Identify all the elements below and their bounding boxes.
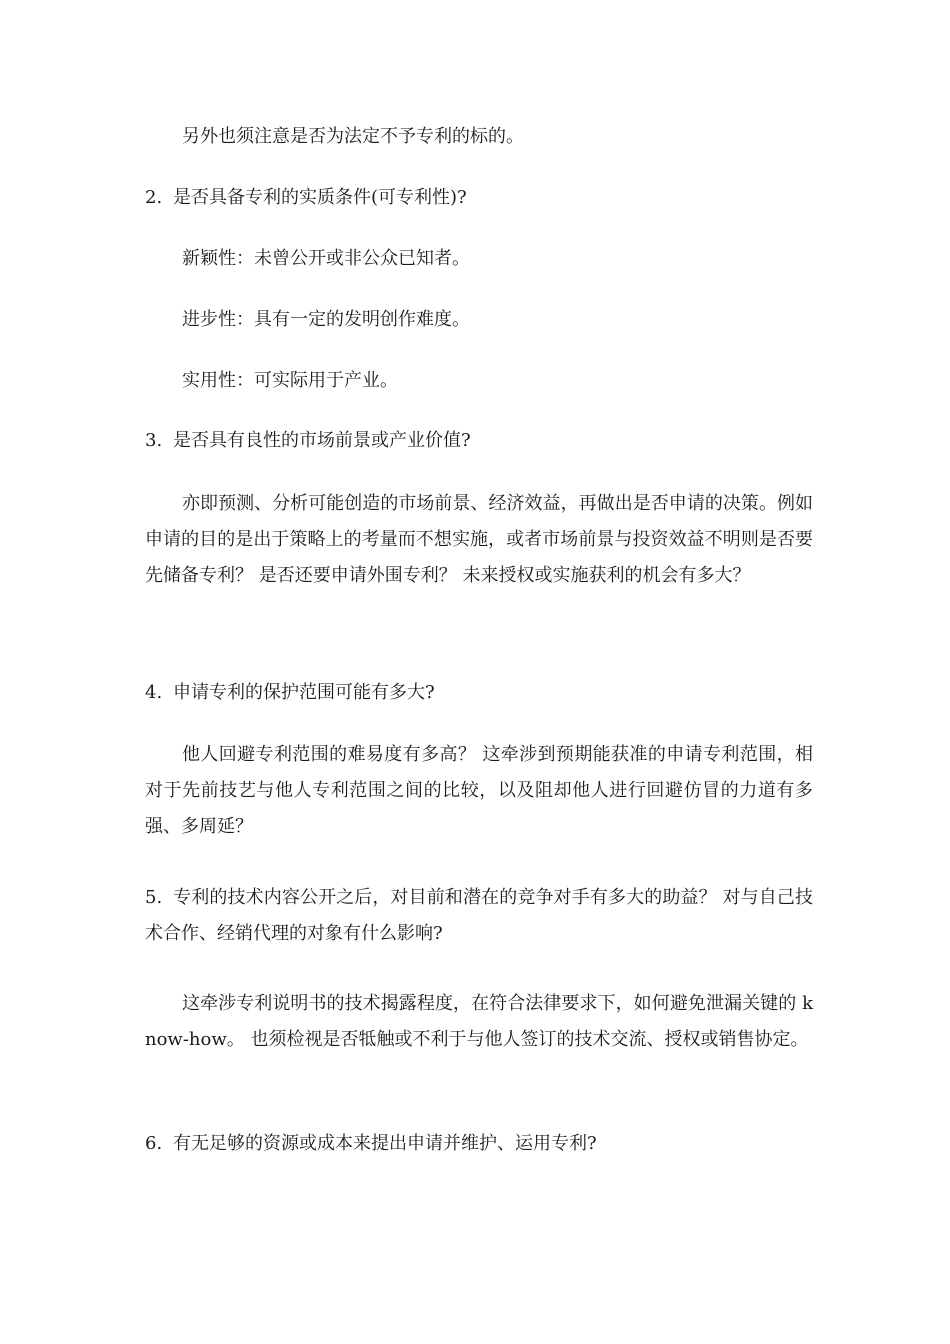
- question-text: 是否具有良性的市场前景或产业价值?: [173, 430, 471, 451]
- question-5-heading: [145, 880, 813, 952]
- question-2-heading: [145, 183, 813, 212]
- paragraph-disclosure: [145, 986, 813, 1058]
- paragraph-text: 亦即预测、分析可能创造的市场前景、经济效益，再做出是否申请的决策。例如申请的目的是出于策略上的考量而不想实施，或者市场前景与投资效益不明则是否要先储备专利？ 是否还要申请外围专利？ 未来授权或实施获利的机会有多大？: [145, 493, 813, 586]
- question-text: 专利的技术内容公开之后，对目前和潜在的竞争对手有多大的助益？ 对与自己技术合作、经销代理的对象有什么影响?: [145, 887, 813, 944]
- paragraph-utility: [145, 366, 813, 395]
- question-4-heading: [145, 678, 813, 707]
- paragraph-text: 进步性：具有一定的发明创作难度。: [182, 309, 470, 330]
- question-3-heading: [145, 426, 813, 455]
- question-text: 是否具备专利的实质条件(可专利性)?: [173, 187, 467, 208]
- paragraph-inventiveness: [145, 305, 813, 334]
- question-text: 申请专利的保护范围可能有多大?: [173, 682, 435, 703]
- paragraph-note-statutory: [145, 122, 813, 151]
- paragraph-market-prospect: [145, 486, 813, 594]
- paragraph-protection-scope: [145, 737, 813, 845]
- paragraph-novelty: [145, 244, 813, 273]
- paragraph-text: 这牵涉专利说明书的技术揭露程度，在符合法律要求下，如何避免泄漏关键的 know-how。 也须检视是否牴触或不利于与他人签订的技术交流、授权或销售协定。: [145, 993, 813, 1050]
- question-6-heading: [145, 1129, 813, 1158]
- question-text: 有无足够的资源或成本来提出申请并维护、运用专利?: [173, 1133, 597, 1154]
- question-number: 4.: [145, 682, 163, 703]
- question-number: 3.: [145, 430, 163, 451]
- question-number: 2.: [145, 187, 163, 208]
- paragraph-text: 他人回避专利范围的难易度有多高？ 这牵涉到预期能获准的申请专利范围，相对于先前技艺与他人专利范围之间的比较，以及阻却他人进行回避仿冒的力道有多强、多周延？: [145, 744, 813, 837]
- paragraph-text: 另外也须注意是否为法定不予专利的标的。: [182, 126, 524, 147]
- paragraph-text: 实用性：可实际用于产业。: [182, 370, 398, 391]
- paragraph-text: 新颖性：未曾公开或非公众已知者。: [182, 248, 470, 269]
- question-number: 6.: [145, 1133, 163, 1154]
- question-number: 5.: [145, 887, 163, 908]
